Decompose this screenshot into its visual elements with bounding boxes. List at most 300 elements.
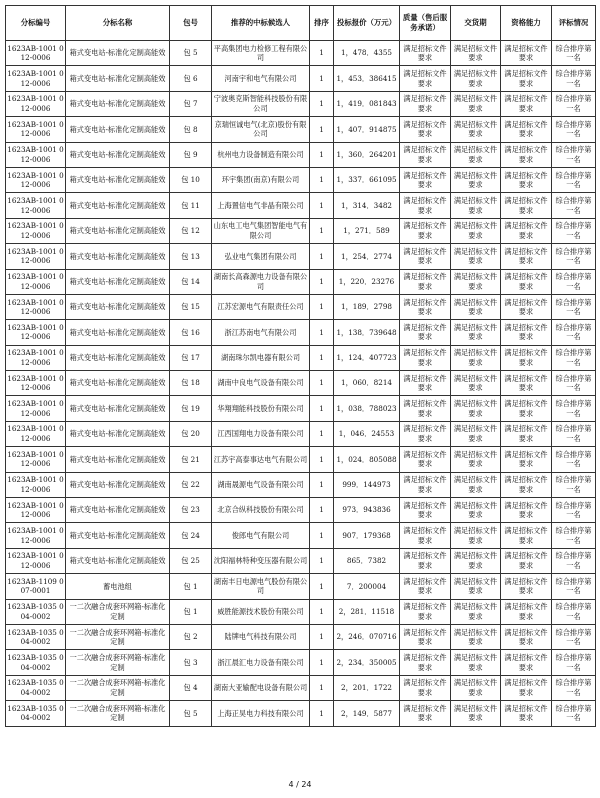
cell-delivery: 满足招标文件要求 (451, 421, 501, 446)
cell-rank: 1 (310, 472, 334, 497)
cell-quality: 满足招标文件要求 (400, 498, 451, 523)
table-row (6, 91, 596, 116)
cell-delivery: 满足招标文件要求 (451, 244, 501, 269)
header-delivery: 交货期 (451, 6, 501, 41)
cell-rank: 1 (310, 167, 334, 192)
cell-delivery: 满足招标文件要求 (451, 66, 501, 91)
cell-quality: 满足招标文件要求 (400, 675, 451, 700)
header-bid-price: 投标报价（万元） (334, 6, 400, 41)
cell-rank: 1 (310, 218, 334, 243)
table-row (6, 472, 596, 497)
cell-evaluation: 综合排序第一名 (552, 218, 596, 243)
cell-rank: 1 (310, 574, 334, 599)
cell-delivery: 满足招标文件要求 (451, 548, 501, 573)
header-bid-name: 分标名称 (66, 6, 170, 41)
table-row (6, 244, 596, 269)
cell-candidate: 陆牌电气科技有限公司 (212, 624, 310, 649)
cell-candidate: 京瑞恒诚电气(北京)股份有限公司 (212, 117, 310, 142)
cell-bid-price: 1，138．739648 (334, 320, 400, 345)
cell-candidate: 江苏宏源电气有限责任公司 (212, 294, 310, 319)
cell-bid-code: 1623AB-1001 012-0006 (6, 142, 66, 167)
cell-bid-name: 一二次融合成套环网箱-标准化定制 (66, 650, 170, 675)
cell-evaluation: 综合排序第一名 (552, 117, 596, 142)
cell-qualification: 满足招标文件要求 (501, 244, 552, 269)
cell-qualification: 满足招标文件要求 (501, 294, 552, 319)
cell-quality: 满足招标文件要求 (400, 294, 451, 319)
cell-evaluation: 综合排序第一名 (552, 193, 596, 218)
cell-evaluation: 综合排序第一名 (552, 371, 596, 396)
header-rank: 排序 (310, 6, 334, 41)
cell-rank: 1 (310, 523, 334, 548)
cell-bid-code: 1623AB-1001 012-0006 (6, 41, 66, 66)
cell-bid-name: 箱式变电站-标准化定制高能效 (66, 91, 170, 116)
cell-bid-name: 箱式变电站-标准化定制高能效 (66, 421, 170, 446)
header-quality: 质量（售后服务承诺） (400, 6, 451, 41)
cell-evaluation: 综合排序第一名 (552, 650, 596, 675)
cell-candidate: 俊郎电气有限公司 (212, 523, 310, 548)
cell-bid-code: 1623AB-1001 012-0006 (6, 91, 66, 116)
cell-bid-code: 1623AB-1035 004-0002 (6, 650, 66, 675)
table-row (6, 396, 596, 421)
cell-qualification: 满足招标文件要求 (501, 396, 552, 421)
cell-delivery: 满足招标文件要求 (451, 218, 501, 243)
cell-evaluation: 综合排序第一名 (552, 472, 596, 497)
cell-delivery: 满足招标文件要求 (451, 167, 501, 192)
cell-bid-code: 1623AB-1001 012-0006 (6, 345, 66, 370)
cell-bid-name: 箱式变电站-标准化定制高能效 (66, 66, 170, 91)
cell-candidate: 浙江苏南电气有限公司 (212, 320, 310, 345)
cell-qualification: 满足招标文件要求 (501, 548, 552, 573)
cell-bid-name: 箱式变电站-标准化定制高能效 (66, 345, 170, 370)
table-row (6, 574, 596, 599)
cell-bid-price: 1，189．2798 (334, 294, 400, 319)
cell-evaluation: 综合排序第一名 (552, 167, 596, 192)
cell-bid-price: 907．179368 (334, 523, 400, 548)
cell-quality: 满足招标文件要求 (400, 523, 451, 548)
cell-evaluation: 综合排序第一名 (552, 142, 596, 167)
cell-bid-price: 1，337．661095 (334, 167, 400, 192)
table-row (6, 371, 596, 396)
cell-quality: 满足招标文件要求 (400, 142, 451, 167)
cell-evaluation: 综合排序第一名 (552, 574, 596, 599)
cell-package-no: 包 2 (170, 624, 212, 649)
cell-bid-code: 1623AB-1001 012-0006 (6, 523, 66, 548)
cell-rank: 1 (310, 371, 334, 396)
cell-evaluation: 综合排序第一名 (552, 624, 596, 649)
cell-qualification: 满足招标文件要求 (501, 523, 552, 548)
cell-candidate: 华翔翔能科技股份有限公司 (212, 396, 310, 421)
cell-quality: 满足招标文件要求 (400, 244, 451, 269)
cell-package-no: 包 5 (170, 701, 212, 726)
cell-candidate: 浙江晨汇电力设备有限公司 (212, 650, 310, 675)
cell-qualification: 满足招标文件要求 (501, 167, 552, 192)
cell-candidate: 湖南长高森源电力设备有限公司 (212, 269, 310, 294)
cell-evaluation: 综合排序第一名 (552, 244, 596, 269)
cell-evaluation: 综合排序第一名 (552, 41, 596, 66)
cell-package-no: 包 10 (170, 167, 212, 192)
cell-candidate: 弘业电气集团有限公司 (212, 244, 310, 269)
cell-bid-code: 1623AB-1001 012-0006 (6, 294, 66, 319)
cell-quality: 满足招标文件要求 (400, 548, 451, 573)
cell-evaluation: 综合排序第一名 (552, 675, 596, 700)
cell-package-no: 包 24 (170, 523, 212, 548)
cell-delivery: 满足招标文件要求 (451, 41, 501, 66)
cell-bid-price: 1，046．24553 (334, 421, 400, 446)
table-row (6, 167, 596, 192)
cell-candidate: 沈阳福林特种变压器有限公司 (212, 548, 310, 573)
cell-candidate: 杭州电力设备制造有限公司 (212, 142, 310, 167)
cell-delivery: 满足招标文件要求 (451, 269, 501, 294)
cell-delivery: 满足招标文件要求 (451, 675, 501, 700)
cell-quality: 满足招标文件要求 (400, 447, 451, 472)
header-evaluation: 评标情况 (552, 6, 596, 41)
cell-delivery: 满足招标文件要求 (451, 498, 501, 523)
header-qualification: 资格能力 (501, 6, 552, 41)
cell-quality: 满足招标文件要求 (400, 345, 451, 370)
cell-rank: 1 (310, 675, 334, 700)
cell-bid-price: 999．144973 (334, 472, 400, 497)
cell-delivery: 满足招标文件要求 (451, 599, 501, 624)
cell-bid-name: 箱式变电站-标准化定制高能效 (66, 142, 170, 167)
cell-bid-price: 865．7382 (334, 548, 400, 573)
cell-bid-price: 7．200004 (334, 574, 400, 599)
cell-rank: 1 (310, 41, 334, 66)
table-row (6, 41, 596, 66)
cell-bid-price: 1，060．8214 (334, 371, 400, 396)
cell-bid-code: 1623AB-1001 012-0006 (6, 447, 66, 472)
table-row (6, 701, 596, 726)
cell-package-no: 包 13 (170, 244, 212, 269)
cell-bid-price: 1，453．386415 (334, 66, 400, 91)
cell-delivery: 满足招标文件要求 (451, 117, 501, 142)
table-row (6, 218, 596, 243)
cell-quality: 满足招标文件要求 (400, 193, 451, 218)
cell-rank: 1 (310, 320, 334, 345)
cell-quality: 满足招标文件要求 (400, 320, 451, 345)
cell-bid-code: 1623AB-1109 007-0001 (6, 574, 66, 599)
cell-bid-code: 1623AB-1001 012-0006 (6, 218, 66, 243)
cell-delivery: 满足招标文件要求 (451, 345, 501, 370)
cell-bid-code: 1623AB-1035 004-0002 (6, 599, 66, 624)
cell-bid-name: 箱式变电站-标准化定制高能效 (66, 193, 170, 218)
cell-quality: 满足招标文件要求 (400, 472, 451, 497)
cell-candidate: 湖南中良电气设备有限公司 (212, 371, 310, 396)
cell-package-no: 包 14 (170, 269, 212, 294)
cell-rank: 1 (310, 396, 334, 421)
cell-qualification: 满足招标文件要求 (501, 498, 552, 523)
table-row (6, 421, 596, 446)
cell-candidate: 上海正昊电力科技有限公司 (212, 701, 310, 726)
cell-bid-code: 1623AB-1001 012-0006 (6, 421, 66, 446)
cell-rank: 1 (310, 447, 334, 472)
cell-bid-code: 1623AB-1001 012-0006 (6, 167, 66, 192)
cell-package-no: 包 15 (170, 294, 212, 319)
cell-rank: 1 (310, 498, 334, 523)
cell-bid-price: 1，360．264201 (334, 142, 400, 167)
cell-bid-code: 1623AB-1035 004-0002 (6, 675, 66, 700)
cell-qualification: 满足招标文件要求 (501, 41, 552, 66)
table-header-row (6, 6, 596, 41)
cell-quality: 满足招标文件要求 (400, 371, 451, 396)
cell-qualification: 满足招标文件要求 (501, 320, 552, 345)
header-bid-code: 分标编号 (6, 6, 66, 41)
cell-package-no: 包 17 (170, 345, 212, 370)
cell-package-no: 包 21 (170, 447, 212, 472)
cell-bid-price: 1，314．3482 (334, 193, 400, 218)
cell-qualification: 满足招标文件要求 (501, 345, 552, 370)
cell-bid-price: 1，038．788023 (334, 396, 400, 421)
cell-bid-name: 箱式变电站-标准化定制高能效 (66, 371, 170, 396)
cell-bid-code: 1623AB-1001 012-0006 (6, 396, 66, 421)
cell-bid-name: 一二次融合成套环网箱-标准化定制 (66, 675, 170, 700)
cell-rank: 1 (310, 193, 334, 218)
cell-delivery: 满足招标文件要求 (451, 142, 501, 167)
cell-rank: 1 (310, 91, 334, 116)
cell-quality: 满足招标文件要求 (400, 650, 451, 675)
cell-bid-code: 1623AB-1001 012-0006 (6, 371, 66, 396)
cell-bid-price: 1，254．2774 (334, 244, 400, 269)
cell-bid-name: 箱式变电站-标准化定制高能效 (66, 396, 170, 421)
cell-quality: 满足招标文件要求 (400, 218, 451, 243)
cell-bid-price: 1，124．407723 (334, 345, 400, 370)
cell-package-no: 包 25 (170, 548, 212, 573)
cell-package-no: 包 1 (170, 599, 212, 624)
cell-bid-price: 2，281．11518 (334, 599, 400, 624)
cell-qualification: 满足招标文件要求 (501, 269, 552, 294)
cell-qualification: 满足招标文件要求 (501, 675, 552, 700)
cell-evaluation: 综合排序第一名 (552, 294, 596, 319)
cell-package-no: 包 19 (170, 396, 212, 421)
cell-delivery: 满足招标文件要求 (451, 701, 501, 726)
cell-rank: 1 (310, 548, 334, 573)
cell-rank: 1 (310, 294, 334, 319)
cell-evaluation: 综合排序第一名 (552, 269, 596, 294)
cell-evaluation: 综合排序第一名 (552, 91, 596, 116)
cell-candidate: 上海置信电气非晶有限公司 (212, 193, 310, 218)
cell-bid-name: 箱式变电站-标准化定制高能效 (66, 41, 170, 66)
cell-qualification: 满足招标文件要求 (501, 218, 552, 243)
cell-delivery: 满足招标文件要求 (451, 294, 501, 319)
cell-rank: 1 (310, 142, 334, 167)
cell-qualification: 满足招标文件要求 (501, 650, 552, 675)
cell-qualification: 满足招标文件要求 (501, 574, 552, 599)
table-row (6, 650, 596, 675)
cell-package-no: 包 3 (170, 650, 212, 675)
cell-delivery: 满足招标文件要求 (451, 472, 501, 497)
cell-bid-name: 箱式变电站-标准化定制高能效 (66, 294, 170, 319)
table-row (6, 117, 596, 142)
cell-package-no: 包 4 (170, 675, 212, 700)
cell-rank: 1 (310, 269, 334, 294)
table-row (6, 269, 596, 294)
cell-bid-name: 箱式变电站-标准化定制高能效 (66, 320, 170, 345)
cell-bid-code: 1623AB-1001 012-0006 (6, 269, 66, 294)
cell-package-no: 包 9 (170, 142, 212, 167)
cell-qualification: 满足招标文件要求 (501, 371, 552, 396)
table-row (6, 447, 596, 472)
cell-qualification: 满足招标文件要求 (501, 193, 552, 218)
table-row (6, 294, 596, 319)
cell-bid-code: 1623AB-1001 012-0006 (6, 66, 66, 91)
table-row (6, 523, 596, 548)
cell-evaluation: 综合排序第一名 (552, 523, 596, 548)
cell-quality: 满足招标文件要求 (400, 421, 451, 446)
table-row (6, 498, 596, 523)
cell-bid-price: 1，407．914875 (334, 117, 400, 142)
cell-candidate: 江西国翔电力设备有限公司 (212, 421, 310, 446)
cell-qualification: 满足招标文件要求 (501, 142, 552, 167)
header-package-no: 包号 (170, 6, 212, 41)
cell-bid-price: 1，220．23276 (334, 269, 400, 294)
cell-rank: 1 (310, 650, 334, 675)
cell-bid-price: 1，419．081843 (334, 91, 400, 116)
cell-bid-price: 2，234．350005 (334, 650, 400, 675)
cell-bid-code: 1623AB-1001 012-0006 (6, 193, 66, 218)
cell-candidate: 环宇集团(南京)有限公司 (212, 167, 310, 192)
cell-qualification: 满足招标文件要求 (501, 421, 552, 446)
cell-bid-name: 箱式变电站-标准化定制高能效 (66, 548, 170, 573)
cell-delivery: 满足招标文件要求 (451, 320, 501, 345)
cell-delivery: 满足招标文件要求 (451, 523, 501, 548)
cell-bid-name: 箱式变电站-标准化定制高能效 (66, 117, 170, 142)
cell-package-no: 包 23 (170, 498, 212, 523)
cell-candidate: 江苏宇高泰事达电气有限公司 (212, 447, 310, 472)
cell-bid-name: 箱式变电站-标准化定制高能效 (66, 523, 170, 548)
cell-bid-code: 1623AB-1001 012-0006 (6, 548, 66, 573)
cell-rank: 1 (310, 421, 334, 446)
cell-bid-name: 蓄电池组 (66, 574, 170, 599)
cell-bid-name: 箱式变电站-标准化定制高能效 (66, 269, 170, 294)
cell-bid-price: 1，024．805088 (334, 447, 400, 472)
cell-rank: 1 (310, 701, 334, 726)
cell-quality: 满足招标文件要求 (400, 167, 451, 192)
cell-quality: 满足招标文件要求 (400, 599, 451, 624)
cell-bid-code: 1623AB-1001 012-0006 (6, 320, 66, 345)
cell-evaluation: 综合排序第一名 (552, 498, 596, 523)
cell-rank: 1 (310, 66, 334, 91)
cell-delivery: 满足招标文件要求 (451, 396, 501, 421)
table-row (6, 345, 596, 370)
cell-rank: 1 (310, 624, 334, 649)
cell-bid-code: 1623AB-1035 004-0002 (6, 701, 66, 726)
cell-qualification: 满足招标文件要求 (501, 117, 552, 142)
cell-quality: 满足招标文件要求 (400, 701, 451, 726)
cell-package-no: 包 12 (170, 218, 212, 243)
table-row (6, 675, 596, 700)
cell-delivery: 满足招标文件要求 (451, 574, 501, 599)
cell-delivery: 满足招标文件要求 (451, 371, 501, 396)
cell-candidate: 湖南大亚输配电设备有限公司 (212, 675, 310, 700)
table-row (6, 142, 596, 167)
table-row (6, 548, 596, 573)
cell-package-no: 包 8 (170, 117, 212, 142)
cell-package-no: 包 11 (170, 193, 212, 218)
cell-candidate: 湖南丰日电源电气股份有限公司 (212, 574, 310, 599)
cell-evaluation: 综合排序第一名 (552, 447, 596, 472)
cell-delivery: 满足招标文件要求 (451, 650, 501, 675)
table-row (6, 193, 596, 218)
table-row (6, 66, 596, 91)
bid-results-table (5, 5, 596, 727)
cell-bid-price: 2，149．5877 (334, 701, 400, 726)
cell-bid-price: 2，201．1722 (334, 675, 400, 700)
cell-evaluation: 综合排序第一名 (552, 599, 596, 624)
cell-package-no: 包 20 (170, 421, 212, 446)
cell-bid-name: 一二次融合成套环网箱-标准化定制 (66, 701, 170, 726)
cell-bid-code: 1623AB-1001 012-0006 (6, 498, 66, 523)
table-row (6, 624, 596, 649)
cell-package-no: 包 18 (170, 371, 212, 396)
cell-bid-code: 1623AB-1001 012-0006 (6, 472, 66, 497)
cell-package-no: 包 22 (170, 472, 212, 497)
cell-rank: 1 (310, 117, 334, 142)
cell-quality: 满足招标文件要求 (400, 91, 451, 116)
cell-bid-name: 箱式变电站-标准化定制高能效 (66, 472, 170, 497)
cell-evaluation: 综合排序第一名 (552, 421, 596, 446)
page-number: 4 / 24 (288, 780, 312, 789)
cell-evaluation: 综合排序第一名 (552, 345, 596, 370)
cell-delivery: 满足招标文件要求 (451, 193, 501, 218)
cell-bid-name: 箱式变电站-标准化定制高能效 (66, 218, 170, 243)
cell-evaluation: 综合排序第一名 (552, 548, 596, 573)
cell-candidate: 山东电工电气集团智能电气有限公司 (212, 218, 310, 243)
table-row (6, 320, 596, 345)
cell-quality: 满足招标文件要求 (400, 269, 451, 294)
cell-package-no: 包 16 (170, 320, 212, 345)
cell-bid-price: 2，246．070716 (334, 624, 400, 649)
cell-evaluation: 综合排序第一名 (552, 701, 596, 726)
cell-candidate: 威胜能源技术股份有限公司 (212, 599, 310, 624)
cell-bid-code: 1623AB-1001 012-0006 (6, 244, 66, 269)
cell-quality: 满足招标文件要求 (400, 66, 451, 91)
cell-package-no: 包 1 (170, 574, 212, 599)
cell-evaluation: 综合排序第一名 (552, 396, 596, 421)
header-candidate: 推荐的中标候选人 (212, 6, 310, 41)
cell-bid-name: 箱式变电站-标准化定制高能效 (66, 244, 170, 269)
cell-candidate: 湖南晟源电气设备有限公司 (212, 472, 310, 497)
cell-delivery: 满足招标文件要求 (451, 91, 501, 116)
cell-qualification: 满足招标文件要求 (501, 624, 552, 649)
cell-rank: 1 (310, 599, 334, 624)
cell-candidate: 湖南珠尔凯电器有限公司 (212, 345, 310, 370)
cell-bid-price: 973．943836 (334, 498, 400, 523)
table-row (6, 599, 596, 624)
cell-bid-code: 1623AB-1035 004-0002 (6, 624, 66, 649)
cell-package-no: 包 6 (170, 66, 212, 91)
cell-qualification: 满足招标文件要求 (501, 472, 552, 497)
cell-bid-name: 箱式变电站-标准化定制高能效 (66, 447, 170, 472)
cell-bid-name: 箱式变电站-标准化定制高能效 (66, 498, 170, 523)
cell-bid-price: 1，271．589 (334, 218, 400, 243)
cell-evaluation: 综合排序第一名 (552, 320, 596, 345)
cell-quality: 满足招标文件要求 (400, 117, 451, 142)
cell-candidate: 北京合纵科技股份有限公司 (212, 498, 310, 523)
cell-candidate: 河南宇和电气有限公司 (212, 66, 310, 91)
cell-bid-code: 1623AB-1001 012-0006 (6, 117, 66, 142)
cell-bid-price: 1，478．4355 (334, 41, 400, 66)
cell-quality: 满足招标文件要求 (400, 574, 451, 599)
cell-qualification: 满足招标文件要求 (501, 701, 552, 726)
cell-evaluation: 综合排序第一名 (552, 66, 596, 91)
cell-candidate: 平高集团电力检修工程有限公司 (212, 41, 310, 66)
cell-bid-name: 一二次融合成套环网箱-标准化定制 (66, 599, 170, 624)
cell-qualification: 满足招标文件要求 (501, 447, 552, 472)
cell-package-no: 包 5 (170, 41, 212, 66)
cell-delivery: 满足招标文件要求 (451, 624, 501, 649)
cell-delivery: 满足招标文件要求 (451, 447, 501, 472)
cell-qualification: 满足招标文件要求 (501, 599, 552, 624)
cell-candidate: 宁波奥克斯智能科技股份有限公司 (212, 91, 310, 116)
